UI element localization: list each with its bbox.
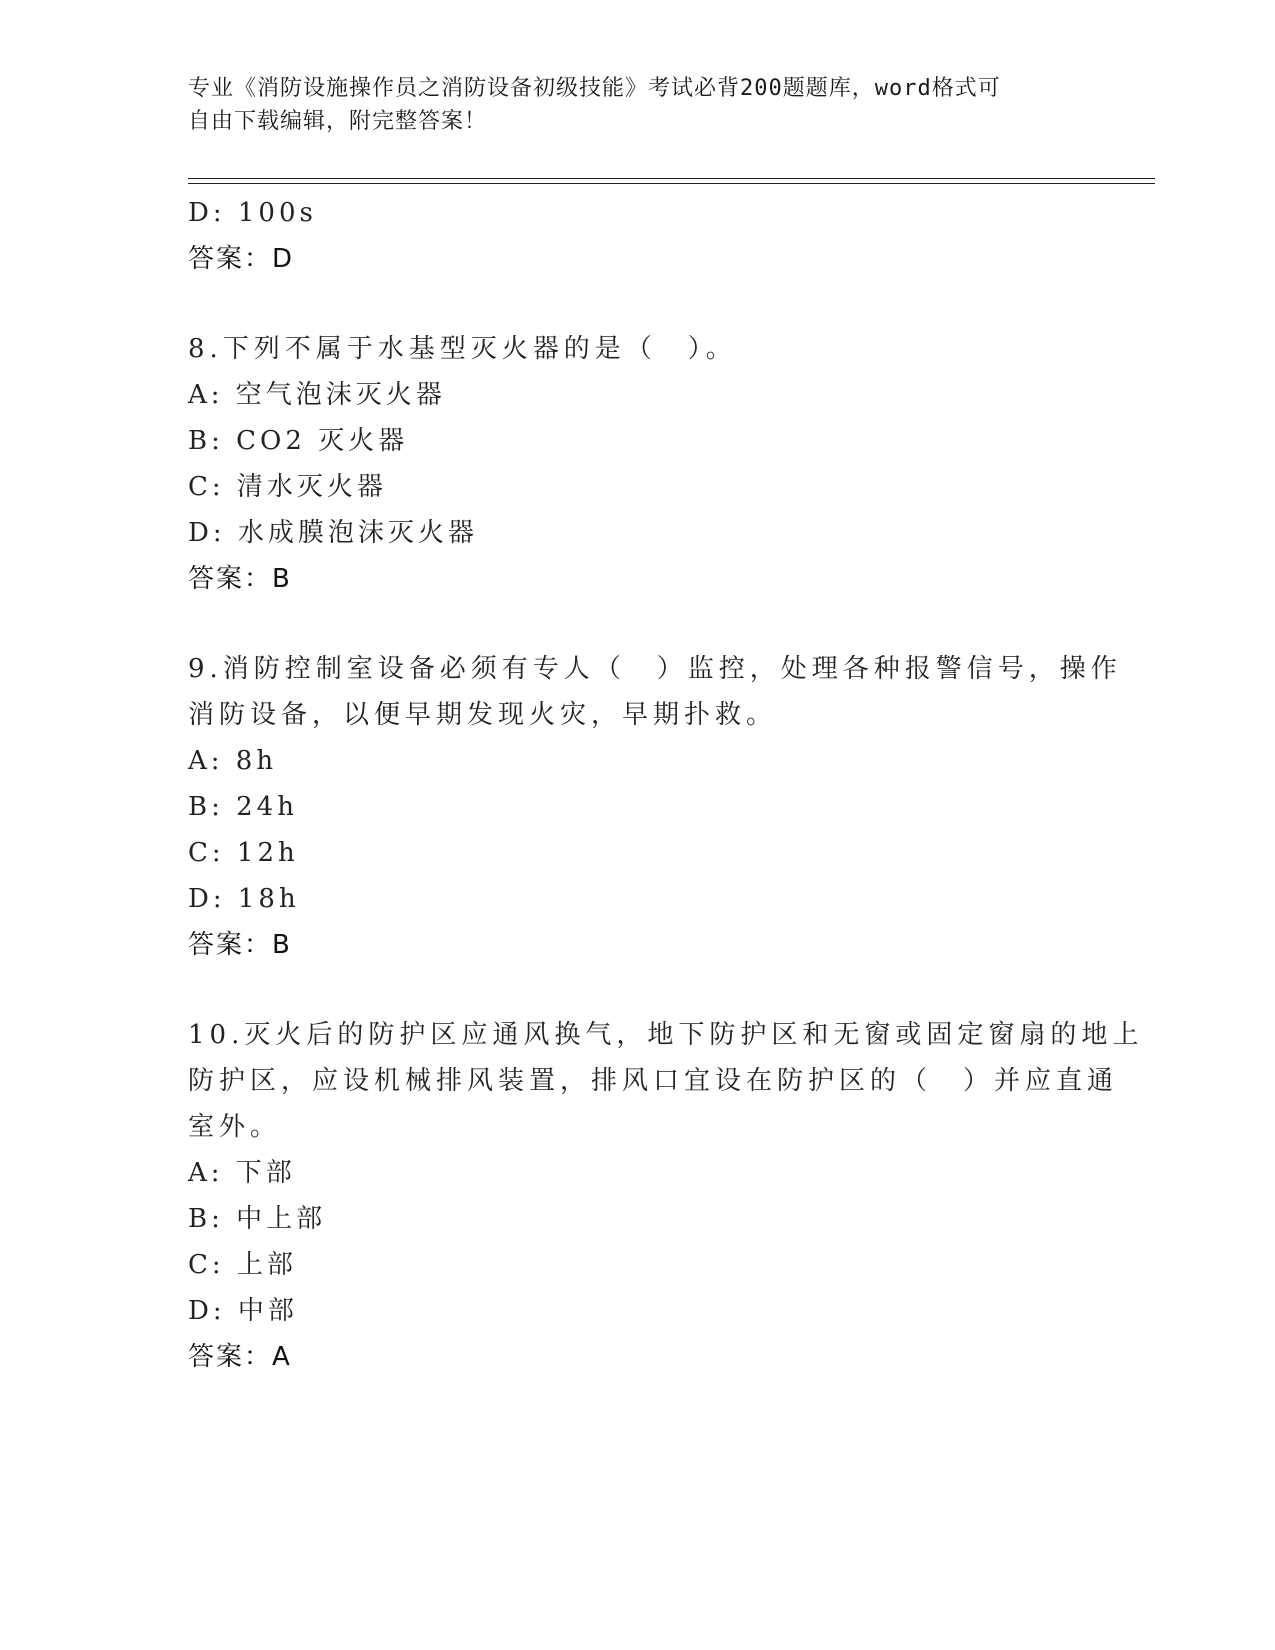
answer-line: 答案：B: [188, 930, 292, 960]
option-c: C: 12h: [188, 838, 299, 868]
option-b: B: CO2 灭火器: [188, 426, 409, 456]
option-b: B: 24h: [188, 792, 298, 822]
question-stem-line-2: 消防设备，以便早期发现火灾，早期扑救。: [188, 700, 778, 730]
question-stem-line-3: 室外。: [188, 1112, 282, 1142]
answer-line: 答案：D: [188, 244, 295, 274]
option-b: B: 中上部: [188, 1204, 327, 1234]
option-d: D: 100s: [188, 198, 317, 228]
question-9: [188, 646, 1122, 968]
answer-line: 答案：A: [188, 1342, 292, 1372]
document-header: [188, 72, 1088, 138]
option-d: D: 水成膜泡沫灭火器: [188, 518, 478, 548]
question-list: [188, 190, 1144, 1380]
question-stem-line-1: 9.消防控制室设备必须有专人（ ）监控，处理各种报警信号，操作: [188, 654, 1122, 684]
option-d: D: 18h: [188, 884, 300, 914]
question-stem-line-2: 防护区，应设机械排风装置，排风口宜设在防护区的（ ）并应直通: [188, 1066, 1119, 1096]
header-divider-top: [188, 178, 1155, 179]
question-10: [188, 1012, 1144, 1380]
question-7: [188, 190, 1088, 282]
header-divider-bottom: [188, 183, 1155, 184]
option-c: C: 清水灭火器: [188, 472, 387, 502]
answer-line: 答案：B: [188, 564, 292, 594]
question-stem-line-1: 10.灭火后的防护区应通风换气，地下防护区和无窗或固定窗扇的地上: [188, 1020, 1144, 1050]
option-a: A: 8h: [188, 746, 278, 776]
option-c: C: 上部: [188, 1250, 297, 1280]
option-a: A: 下部: [188, 1158, 296, 1188]
question-stem: 8.下列不属于水基型灭火器的是（ ）。: [188, 334, 737, 364]
option-a: A: 空气泡沫灭火器: [188, 380, 446, 410]
question-8: [188, 326, 1088, 602]
header-line-2: 自由下载编辑，附完整答案！: [188, 109, 488, 134]
header-line-1: 专业《消防设施操作员之消防设备初级技能》考试必背200题题库，word格式可: [188, 76, 1001, 101]
option-d: D: 中部: [188, 1296, 298, 1326]
